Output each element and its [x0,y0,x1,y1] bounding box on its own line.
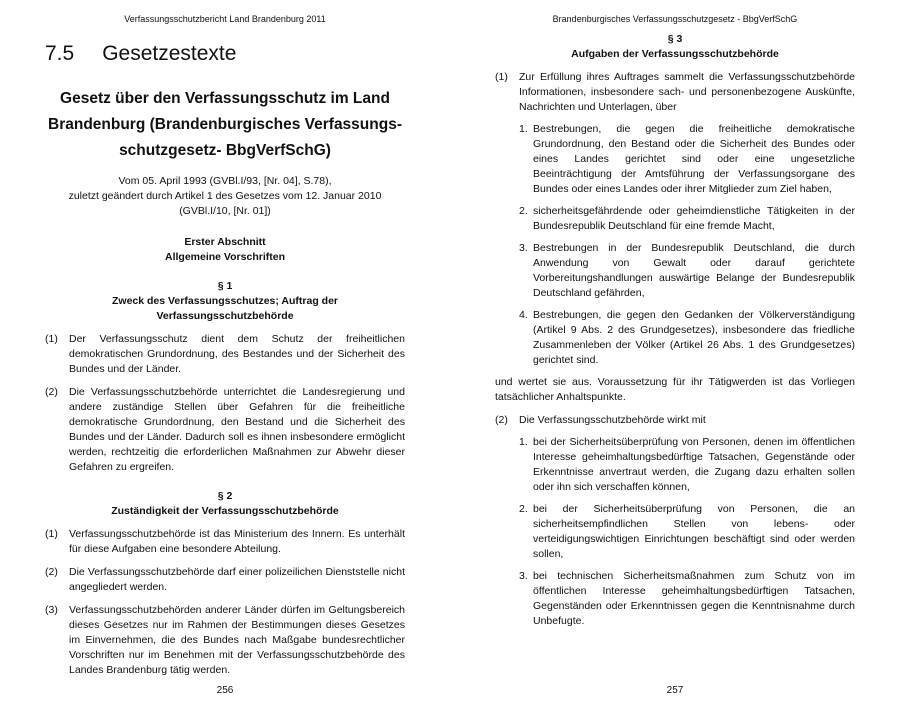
list-item-text: Bestrebungen, die gegen die freiheitliche demokratische Grundordnung, den Bestand oder die Sicherheit des Bundes oder eines Landes gerichtet sind oder eine ungesetzliche Beeinträchtigung der Amtsführung der Verfassungsorgane des Bundes oder eines Landes oder ihrer Mitglieder zum Ziel haben, [533,123,855,195]
list-item-number: 4. [519,309,528,321]
list-item-text: bei technischen Sicherheitsmaßnahmen zum Schutz von im öffentlichen Interesse geheimhaltungsbedürftigen Tatsachen, Gegenständen oder Erkenntnissen gegen die Kenntnisnahme durch Unbefugte. [533,570,855,627]
running-header-left: Verfassungsschutzbericht Land Brandenburg 2011 [124,14,326,24]
page-right [450,0,900,712]
section-heading-s3 [495,32,855,62]
law-title-line: Brandenburg (Brandenburgisches Verfassungs- [48,116,402,133]
list-item [519,569,855,629]
list-item-text: bei der Sicherheitsüberprüfung von Personen, denen im öffentlichen Interesse geheimhaltungsbedürftige Tatsachen, Gegenstände oder Erkenntnisse anvertraut werden, die Zugang dazu erhalten sollen oder ihn sich verschaffen können, [533,436,855,493]
list-item-number: 3. [519,570,528,582]
law-title-line: schutzgesetz- BbgVerfSchG) [119,142,331,159]
list-item [519,241,855,301]
paragraph-label: (1) [45,528,58,540]
law-meta-line: Vom 05. April 1993 (GVBl.I/93, [Nr. 04], S.78), [118,175,332,187]
abschnitt-line: Erster Abschnitt [184,236,266,248]
paragraph [45,527,405,557]
list-item-text: sicherheitsgefährdende oder geheimdienstliche Tätigkeiten in der Bundesrepublik Deutschland für eine fremde Macht, [533,205,855,232]
list-item [519,204,855,234]
paragraph-label: (2) [45,566,58,578]
law-meta-line: zuletzt geändert durch Artikel 1 des Gesetzes vom 12. Januar 2010 [68,190,382,202]
section-heading-s2 [45,489,405,519]
list-item [519,502,855,562]
paragraph [45,385,405,475]
paragraph [45,332,405,377]
law-meta-line: (GVBl.I/10, [Nr. 01]) [179,205,271,217]
paragraph [45,603,405,678]
paragraph-text: Der Verfassungsschutz dient dem Schutz der freiheitlichen demokratischen Grundordnung, des Bestandes und der Sicherheit des Bundes und der Länder. [69,333,405,375]
section-title-line: Aufgaben der Verfassungsschutzbehörde [571,48,779,60]
paragraph-label: (1) [45,333,58,345]
list-item-number: 1. [519,123,528,135]
section-heading-s1 [45,279,405,324]
section-number: § 1 [217,280,233,292]
paragraph-label: (1) [495,71,508,83]
chapter-number: 7.5 [45,42,75,65]
law-title [45,86,405,164]
paragraph-text: Die Verfassungsschutzbehörde unterrichtet die Landesregierung und andere zuständige Stellen über Gefahren für die freiheitliche demokratische Grundordnung, den Bestand und die Sicherheit des Bundes und der Länder. Dadurch soll es ihnen insbesondere ermöglicht werden, rechtzeitig die erforderlichen Maßnahmen zur Abwehr dieser Gefahren zu ergreifen. [69,386,405,473]
paragraph-text: Zur Erfüllung ihres Auftrages sammelt die Verfassungsschutzbehörde Informationen, insbesondere sach- und personenbezogene Auskünfte, Nachrichten und Unterlagen, über [519,71,855,113]
law-title-line: Gesetz über den Verfassungsschutz im Land [60,90,390,107]
list-item [519,308,855,368]
list-item-number: 2. [519,503,528,515]
paragraph-closing-text: und wertet sie aus. Voraussetzung für ihr Tätigwerden ist das Vorliegen tatsächlicher Anhaltspunkte. [495,376,855,403]
section-title-line: Verfassungsschutzbehörde [156,310,294,322]
paragraph-label: (2) [495,414,508,426]
list-item-number: 1. [519,436,528,448]
chapter-title: Gesetzestexte [102,42,237,65]
list-item-text: Bestrebungen, die gegen den Gedanken der Völkerverständigung (Artikel 9 Abs. 2 des Grundgesetzes), insbesondere das friedliche Zusammenleben der Völker (Artikel 26 Abs. 1 des Grundgesetzes) gerichtet sind. [533,309,855,366]
paragraph-text: Verfassungsschutzbehörden anderer Länder dürfen im Geltungsbereich dieses Gesetzes nur im Rahmen der Bestimmungen dieses Gesetzes im Einvernehmen, die des Bundes nach Maßgabe bundesrechtlicher Vorschriften nur im Benehmen mit der Verfassungsschutzbehörde des Landes Brandenburg tätig werden. [69,604,405,676]
paragraph [495,413,855,428]
list-item-text: Bestrebungen in der Bundesrepublik Deutschland, die durch Anwendung von Gewalt oder darauf gerichtete Vorbereitungshandlungen auswärtige Belange der Bundesrepublik Deutschland gefährden, [533,242,855,299]
chapter-heading [45,42,405,66]
list-item-number: 3. [519,242,528,254]
abschnitt-line: Allgemeine Vorschriften [164,251,285,263]
section-number: § 3 [667,33,683,45]
paragraph-text: Die Verfassungsschutzbehörde wirkt mit [519,414,706,426]
running-header-right: Brandenburgisches Verfassungsschutzgesetz - BbgVerfSchG [552,14,798,24]
law-meta [45,174,405,219]
paragraph-text: Verfassungsschutzbehörde ist das Ministerium des Innern. Es unterhält für diese Aufgaben eine besondere Abteilung. [69,528,405,555]
paragraph-text: Die Verfassungsschutzbehörde darf einer polizeilichen Dienststelle nicht angegliedert werden. [69,566,405,593]
section-title-line: Zuständigkeit der Verfassungsschutzbehörde [111,505,339,517]
page-number-left: 256 [216,685,234,696]
page-number-right: 257 [666,685,684,696]
section-number: § 2 [217,490,233,502]
list-item-text: bei der Sicherheitsüberprüfung von Personen, die an sicherheitsempfindlichen Stellen von lebens- oder verteidigungswichtigen Einrichtungen beschäftigt sind oder werden sollen, [533,503,855,560]
paragraph-label: (2) [45,386,58,398]
abschnitt-heading [45,235,405,265]
list-item-number: 2. [519,205,528,217]
section-title-line: Zweck des Verfassungsschutzes; Auftrag der [111,295,339,307]
list-item [519,435,855,495]
paragraph [45,565,405,595]
list-item [519,122,855,197]
paragraph-label: (3) [45,604,58,616]
paragraph [495,70,855,115]
